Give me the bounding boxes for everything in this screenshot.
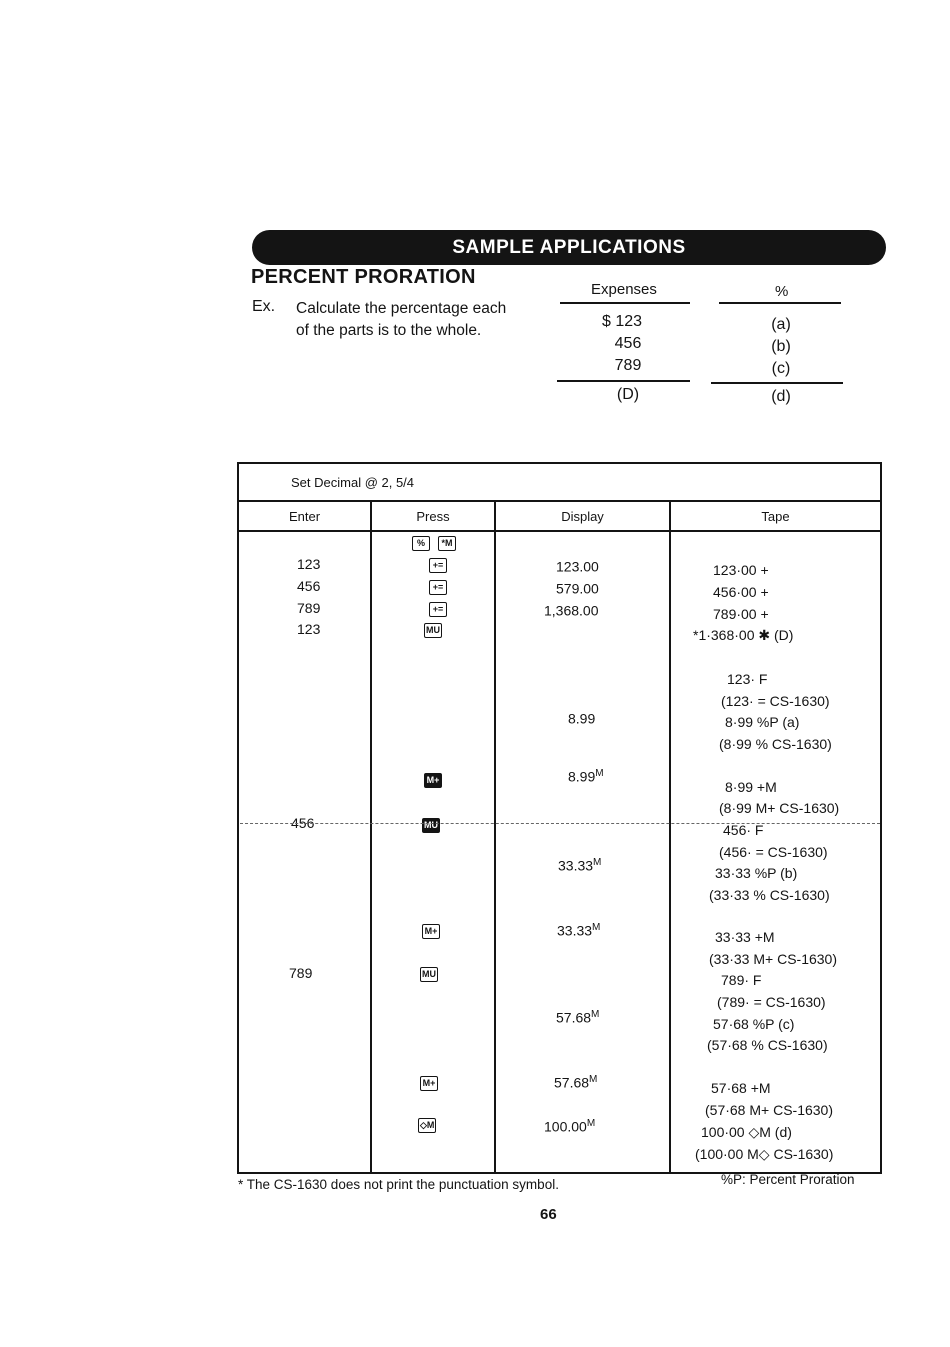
display-number: 1,368.00 <box>544 602 599 619</box>
tape-line: (123· = CS-1630) <box>721 693 830 709</box>
display-memory-flag: M <box>593 857 602 868</box>
display-number: 33.33 <box>558 857 594 874</box>
percent-value: (b) <box>771 338 791 355</box>
display-number: 57.68 <box>556 1009 592 1026</box>
plus-equals-key-icon: += <box>429 580 447 595</box>
tape-line: 456· F <box>723 822 764 838</box>
display-value <box>556 558 599 575</box>
display-memory-flag: M <box>586 1118 596 1129</box>
display-memory-flag: M <box>595 768 604 779</box>
enter-value: 789 <box>289 965 313 981</box>
mu-key-icon: MU <box>420 967 438 982</box>
expenses-total-rule <box>557 380 690 382</box>
display-value <box>568 768 604 785</box>
page-number: 66 <box>540 1206 557 1223</box>
display-value <box>544 1118 595 1135</box>
tape-column <box>670 531 881 1173</box>
enter-value: 456 <box>291 815 315 831</box>
example-text <box>296 298 506 342</box>
tape-line: 8·99 +M <box>725 779 777 795</box>
display-value <box>556 1009 599 1026</box>
tape-line: (100·00 M◇ CS-1630) <box>695 1146 834 1162</box>
percent-value: (a) <box>771 316 791 333</box>
expense-value: 456 <box>614 335 642 352</box>
display-memory-flag: M <box>592 922 601 933</box>
display-value <box>557 922 600 939</box>
tape-header: Tape <box>670 501 881 531</box>
tape-line: *1·368·00 ✱ (D) <box>693 627 794 643</box>
display-memory-flag: M <box>589 1074 598 1085</box>
display-header: Display <box>495 501 670 531</box>
display-number: 57.68 <box>554 1074 590 1091</box>
plus-equals-key-icon: += <box>429 602 447 617</box>
display-number: 33.33 <box>557 922 593 939</box>
tape-line: 456·00 + <box>713 584 769 600</box>
example-line-1: Calculate the percentage each <box>296 300 507 317</box>
tape-line: (33·33 M+ CS-1630) <box>709 951 838 967</box>
percent-total-rule <box>711 382 843 384</box>
tape-line: 123·00 + <box>713 562 769 578</box>
separator-line <box>240 823 880 824</box>
enter-value: 456 <box>297 578 321 594</box>
enter-column <box>238 531 371 1173</box>
percent-header-rule <box>719 302 841 304</box>
diamond-m-key-icon: ◇M <box>418 1118 436 1133</box>
display-value <box>554 1074 597 1091</box>
display-value <box>558 857 601 874</box>
percent-value: (c) <box>771 360 791 377</box>
tape-line: 33·33 +M <box>715 929 775 945</box>
mu-key-icon: MU <box>422 818 440 833</box>
percent-key-icon: % <box>412 536 430 551</box>
expense-value: $ 123 <box>601 313 643 330</box>
expenses-header-rule <box>560 302 690 304</box>
display-number: 100.00 <box>544 1118 587 1135</box>
section-title: PERCENT PRORATION <box>251 266 476 288</box>
tape-line: 789· F <box>721 972 762 988</box>
display-column <box>495 531 670 1173</box>
enter-value: 789 <box>297 600 321 616</box>
banner-text: SAMPLE APPLICATIONS <box>452 236 686 258</box>
tape-line: (57·68 M+ CS-1630) <box>705 1102 834 1118</box>
set-decimal-label: Set Decimal @ 2, 5/4 <box>238 463 881 501</box>
legend-note: %P: Percent Proration <box>721 1172 855 1187</box>
display-value <box>568 710 595 727</box>
tape-line: 123· F <box>727 671 768 687</box>
star-m-key-icon: *M <box>438 536 456 551</box>
press-column <box>371 531 495 1173</box>
display-value <box>556 580 599 597</box>
example-label: Ex. <box>252 298 276 315</box>
tape-line: 789·00 + <box>713 606 769 622</box>
tape-line: 100·00 ◇M (d) <box>701 1124 792 1140</box>
display-number: 579.00 <box>556 580 599 597</box>
mu-key-icon: MU <box>424 623 442 638</box>
plus-equals-key-icon: += <box>429 558 447 573</box>
m-plus-key-icon: M+ <box>420 1076 438 1091</box>
expense-value: 789 <box>614 357 642 374</box>
tape-line: (8·99 % CS-1630) <box>719 736 832 752</box>
section-banner <box>252 230 886 265</box>
display-memory-flag: M <box>591 1009 600 1020</box>
display-number: 8.99 <box>568 710 596 727</box>
tape-line: (57·68 % CS-1630) <box>707 1037 828 1053</box>
tape-line: (789· = CS-1630) <box>717 994 826 1010</box>
tape-line: 8·99 %P (a) <box>725 714 800 730</box>
enter-value: 123 <box>297 556 321 572</box>
tape-line: 57·68 %P (c) <box>713 1016 795 1032</box>
display-value <box>544 602 599 619</box>
press-header: Press <box>371 501 495 531</box>
operation-table <box>237 462 882 1174</box>
example-line-2: of the parts is to the whole. <box>296 322 482 339</box>
tape-line: 57·68 +M <box>711 1080 771 1096</box>
enter-header: Enter <box>238 501 371 531</box>
tape-line: (33·33 % CS-1630) <box>709 887 830 903</box>
expenses-header: Expenses <box>591 281 657 298</box>
tape-line: (456· = CS-1630) <box>719 844 828 860</box>
enter-value: 123 <box>297 621 321 637</box>
m-plus-key-icon: M+ <box>424 773 442 788</box>
footnote: * The CS-1630 does not print the punctuation symbol. <box>238 1177 559 1192</box>
display-number: 123.00 <box>556 558 599 575</box>
display-number: 8.99 <box>568 768 596 785</box>
tape-line: (8·99 M+ CS-1630) <box>719 800 840 816</box>
tape-line: 33·33 %P (b) <box>715 865 798 881</box>
m-plus-key-icon: M+ <box>422 924 440 939</box>
percent-total: (d) <box>771 388 791 405</box>
percent-header: % <box>775 283 789 300</box>
expenses-total: (D) <box>616 386 640 403</box>
